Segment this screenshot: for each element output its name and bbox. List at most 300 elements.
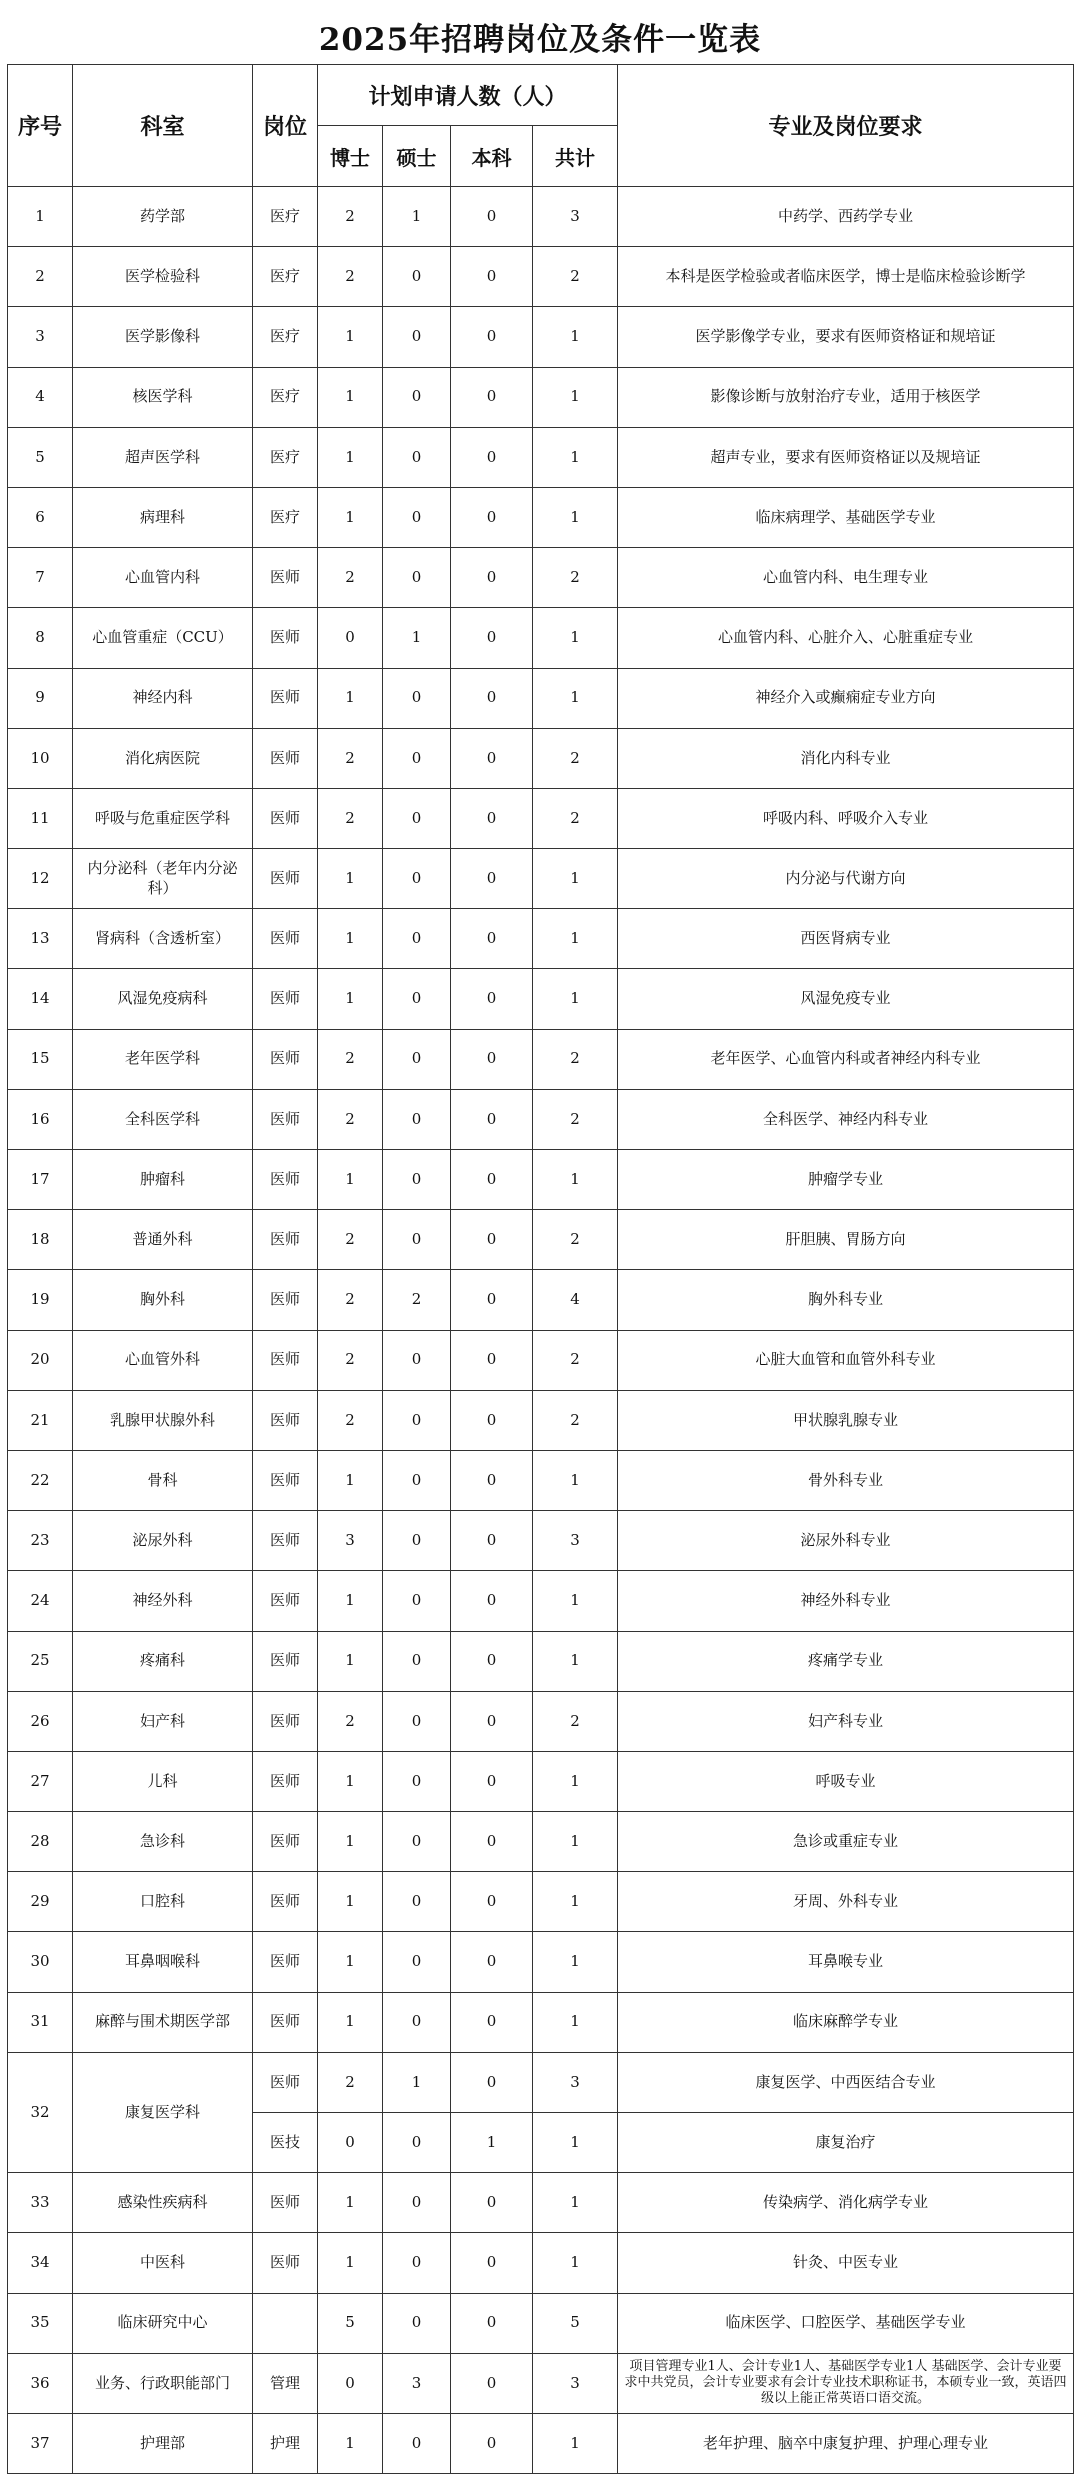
row-requirement: 风湿免疫专业 — [618, 969, 1074, 1029]
row-dept: 医学影像科 — [73, 307, 253, 367]
row-seq: 5 — [8, 427, 73, 487]
header-total: 共计 — [533, 126, 618, 187]
row-bachelor: 0 — [451, 728, 533, 788]
row-post: 医师 — [253, 1450, 318, 1510]
row-seq: 27 — [8, 1751, 73, 1811]
row-phd: 2 — [318, 548, 383, 608]
row-phd: 2 — [318, 2052, 383, 2112]
row-post: 管理 — [253, 2353, 318, 2413]
row-seq: 23 — [8, 1511, 73, 1571]
row-dept: 护理部 — [73, 2413, 253, 2473]
row-bachelor: 0 — [451, 247, 533, 307]
row-requirement: 项目管理专业1人、会计专业1人、基础医学专业1人 基础医学、会计专业要求中共党员，会计专业要求有会计专业技术职称证书，本硕专业一致，英语四级以上能正常英语口语交流。 — [618, 2353, 1074, 2413]
row-requirement: 肝胆胰、胃肠方向 — [618, 1210, 1074, 1270]
row-master: 0 — [383, 1511, 451, 1571]
row-master: 0 — [383, 548, 451, 608]
row-requirement: 临床医学、口腔医学、基础医学专业 — [618, 2293, 1074, 2353]
row-seq: 34 — [8, 2233, 73, 2293]
row-seq: 30 — [8, 1932, 73, 1992]
row-dept: 内分泌科（老年内分泌科） — [73, 849, 253, 909]
row-phd: 1 — [318, 1992, 383, 2052]
row-master: 0 — [383, 427, 451, 487]
row-dept: 神经外科 — [73, 1571, 253, 1631]
row-total: 2 — [533, 1029, 618, 1089]
row-master: 0 — [383, 1631, 451, 1691]
row-post: 医师 — [253, 909, 318, 969]
row-post: 医师 — [253, 1992, 318, 2052]
header-requirement: 专业及岗位要求 — [618, 65, 1074, 187]
row-master: 0 — [383, 1450, 451, 1510]
row-seq: 15 — [8, 1029, 73, 1089]
row-requirement: 本科是医学检验或者临床医学，博士是临床检验诊断学 — [618, 247, 1074, 307]
row-phd: 2 — [318, 1029, 383, 1089]
row-seq: 33 — [8, 2173, 73, 2233]
row-requirement: 神经外科专业 — [618, 1571, 1074, 1631]
row-total: 1 — [533, 1571, 618, 1631]
row-post: 医师 — [253, 728, 318, 788]
row-total: 1 — [533, 2233, 618, 2293]
row-post: 医师 — [253, 1932, 318, 1992]
row-bachelor: 0 — [451, 2353, 533, 2413]
table-row — [8, 307, 1074, 367]
row-post: 医师 — [253, 1210, 318, 1270]
row-phd: 2 — [318, 1089, 383, 1149]
row-requirement: 消化内科专业 — [618, 728, 1074, 788]
row-dept: 胸外科 — [73, 1270, 253, 1330]
row-seq: 13 — [8, 909, 73, 969]
row-requirement: 中药学、西药学专业 — [618, 187, 1074, 247]
row-dept: 老年医学科 — [73, 1029, 253, 1089]
row-phd: 1 — [318, 1450, 383, 1510]
row-requirement: 临床麻醉学专业 — [618, 1992, 1074, 2052]
row-bachelor: 0 — [451, 608, 533, 668]
row-requirement: 临床病理学、基础医学专业 — [618, 487, 1074, 547]
row-dept: 超声医学科 — [73, 427, 253, 487]
row-post: 医师 — [253, 608, 318, 668]
row-total: 1 — [533, 909, 618, 969]
row-phd: 1 — [318, 367, 383, 427]
table-row — [8, 1029, 1074, 1089]
row-dept: 麻醉与围术期医学部 — [73, 1992, 253, 2052]
row-seq: 14 — [8, 969, 73, 1029]
row-dept: 感染性疾病科 — [73, 2173, 253, 2233]
table-row — [8, 788, 1074, 848]
row-requirement: 心脏大血管和血管外科专业 — [618, 1330, 1074, 1390]
row-phd: 1 — [318, 1631, 383, 1691]
row-requirement: 疼痛学专业 — [618, 1631, 1074, 1691]
row-requirement: 传染病学、消化病学专业 — [618, 2173, 1074, 2233]
row-requirement: 内分泌与代谢方向 — [618, 849, 1074, 909]
row-seq: 8 — [8, 608, 73, 668]
row-bachelor: 0 — [451, 1029, 533, 1089]
row-seq: 4 — [8, 367, 73, 427]
row-phd: 1 — [318, 1571, 383, 1631]
row-total: 1 — [533, 1751, 618, 1811]
row-master: 3 — [383, 2353, 451, 2413]
row-total: 2 — [533, 728, 618, 788]
row-phd: 1 — [318, 2233, 383, 2293]
row-phd: 2 — [318, 1330, 383, 1390]
row-master: 0 — [383, 969, 451, 1029]
row-post: 医师 — [253, 1150, 318, 1210]
row-total: 1 — [533, 1812, 618, 1872]
row-master: 0 — [383, 247, 451, 307]
row-seq: 21 — [8, 1390, 73, 1450]
table-row — [8, 1150, 1074, 1210]
row-seq: 12 — [8, 849, 73, 909]
row-master: 1 — [383, 608, 451, 668]
row-post: 医师 — [253, 1571, 318, 1631]
row-phd: 1 — [318, 1812, 383, 1872]
row-post: 医师 — [253, 1390, 318, 1450]
row-seq: 16 — [8, 1089, 73, 1149]
row-master: 0 — [383, 1751, 451, 1811]
row-master: 0 — [383, 1691, 451, 1751]
table-row — [8, 2173, 1074, 2233]
row-master: 0 — [383, 307, 451, 367]
row-bachelor: 0 — [451, 788, 533, 848]
row-bachelor: 1 — [451, 2113, 533, 2173]
row-bachelor: 0 — [451, 1390, 533, 1450]
row-master: 0 — [383, 909, 451, 969]
row-total: 2 — [533, 1330, 618, 1390]
row-post: 医师 — [253, 1872, 318, 1932]
row-dept: 乳腺甲状腺外科 — [73, 1390, 253, 1450]
row-master: 2 — [383, 1270, 451, 1330]
row-master: 0 — [383, 1089, 451, 1149]
row-total: 3 — [533, 2052, 618, 2112]
row-seq: 35 — [8, 2293, 73, 2353]
row-total: 1 — [533, 668, 618, 728]
row-dept: 儿科 — [73, 1751, 253, 1811]
row-dept: 骨科 — [73, 1450, 253, 1510]
row-phd: 1 — [318, 307, 383, 367]
row-dept: 业务、行政职能部门 — [73, 2353, 253, 2413]
table-row — [8, 1089, 1074, 1149]
table-row — [8, 2353, 1074, 2413]
table-row — [8, 1450, 1074, 1510]
row-phd: 2 — [318, 1270, 383, 1330]
row-post: 医师 — [253, 548, 318, 608]
row-master: 0 — [383, 2293, 451, 2353]
row-bachelor: 0 — [451, 2293, 533, 2353]
row-post: 医疗 — [253, 367, 318, 427]
row-seq: 37 — [8, 2413, 73, 2473]
row-post: 医师 — [253, 1631, 318, 1691]
row-requirement: 医学影像学专业，要求有医师资格证和规培证 — [618, 307, 1074, 367]
row-phd: 1 — [318, 2413, 383, 2473]
row-post: 医疗 — [253, 187, 318, 247]
row-requirement: 康复治疗 — [618, 2113, 1074, 2173]
row-dept: 心血管外科 — [73, 1330, 253, 1390]
row-requirement: 针灸、中医专业 — [618, 2233, 1074, 2293]
row-bachelor: 0 — [451, 1571, 533, 1631]
row-seq: 6 — [8, 487, 73, 547]
table-row — [8, 1751, 1074, 1811]
row-bachelor: 0 — [451, 2233, 533, 2293]
row-dept: 药学部 — [73, 187, 253, 247]
row-bachelor: 0 — [451, 1450, 533, 1510]
row-post: 医疗 — [253, 307, 318, 367]
row-master: 0 — [383, 788, 451, 848]
row-total: 1 — [533, 1932, 618, 1992]
row-requirement: 心血管内科、心脏介入、心脏重症专业 — [618, 608, 1074, 668]
row-total: 1 — [533, 487, 618, 547]
row-post: 医疗 — [253, 247, 318, 307]
row-seq: 24 — [8, 1571, 73, 1631]
row-dept: 心血管内科 — [73, 548, 253, 608]
table-row — [8, 427, 1074, 487]
row-master: 0 — [383, 2413, 451, 2473]
row-post: 医技 — [253, 2113, 318, 2173]
row-dept: 肾病科（含透析室） — [73, 909, 253, 969]
row-total: 1 — [533, 1631, 618, 1691]
row-total: 5 — [533, 2293, 618, 2353]
header-bachelor: 本科 — [451, 126, 533, 187]
row-post: 医师 — [253, 668, 318, 728]
row-dept: 全科医学科 — [73, 1089, 253, 1149]
row-phd: 0 — [318, 2113, 383, 2173]
row-total: 2 — [533, 1390, 618, 1450]
row-seq: 25 — [8, 1631, 73, 1691]
row-master: 0 — [383, 1571, 451, 1631]
row-master: 0 — [383, 1992, 451, 2052]
row-bachelor: 0 — [451, 1631, 533, 1691]
row-post: 医师 — [253, 2233, 318, 2293]
row-dept: 呼吸与危重症医学科 — [73, 788, 253, 848]
table-row — [8, 728, 1074, 788]
row-bachelor: 0 — [451, 1511, 533, 1571]
row-dept: 康复医学科 — [73, 2052, 253, 2172]
row-post: 医师 — [253, 849, 318, 909]
row-phd: 1 — [318, 668, 383, 728]
row-total: 1 — [533, 1150, 618, 1210]
row-bachelor: 0 — [451, 1089, 533, 1149]
header-post: 岗位 — [253, 65, 318, 187]
row-master: 0 — [383, 1932, 451, 1992]
row-phd: 2 — [318, 247, 383, 307]
row-master: 1 — [383, 2052, 451, 2112]
row-bachelor: 0 — [451, 1270, 533, 1330]
row-phd: 2 — [318, 187, 383, 247]
row-seq: 17 — [8, 1150, 73, 1210]
row-total: 1 — [533, 427, 618, 487]
row-bachelor: 0 — [451, 849, 533, 909]
row-phd: 1 — [318, 1932, 383, 1992]
row-post: 医师 — [253, 1691, 318, 1751]
row-total: 1 — [533, 608, 618, 668]
row-seq: 1 — [8, 187, 73, 247]
row-requirement: 妇产科专业 — [618, 1691, 1074, 1751]
row-dept: 肿瘤科 — [73, 1150, 253, 1210]
header-dept: 科室 — [73, 65, 253, 187]
row-phd: 1 — [318, 427, 383, 487]
row-requirement: 肿瘤学专业 — [618, 1150, 1074, 1210]
row-bachelor: 0 — [451, 1751, 533, 1811]
table-row — [8, 2413, 1074, 2473]
table-row — [8, 487, 1074, 547]
row-requirement: 呼吸专业 — [618, 1751, 1074, 1811]
row-total: 2 — [533, 548, 618, 608]
row-total: 1 — [533, 1992, 618, 2052]
header-phd: 博士 — [318, 126, 383, 187]
table-row — [8, 849, 1074, 909]
row-requirement: 心血管内科、电生理专业 — [618, 548, 1074, 608]
row-master: 0 — [383, 2233, 451, 2293]
row-phd: 2 — [318, 1691, 383, 1751]
row-total: 2 — [533, 1089, 618, 1149]
row-seq: 36 — [8, 2353, 73, 2413]
row-phd: 2 — [318, 728, 383, 788]
row-dept: 妇产科 — [73, 1691, 253, 1751]
row-bachelor: 0 — [451, 487, 533, 547]
row-total: 2 — [533, 788, 618, 848]
row-phd: 0 — [318, 608, 383, 668]
row-post: 护理 — [253, 2413, 318, 2473]
table-row — [8, 608, 1074, 668]
row-bachelor: 0 — [451, 1330, 533, 1390]
row-dept: 神经内科 — [73, 668, 253, 728]
row-seq: 22 — [8, 1450, 73, 1510]
row-post — [253, 2293, 318, 2353]
row-bachelor: 0 — [451, 2173, 533, 2233]
row-total: 2 — [533, 1691, 618, 1751]
row-bachelor: 0 — [451, 1932, 533, 1992]
row-master: 0 — [383, 2173, 451, 2233]
row-total: 1 — [533, 2413, 618, 2473]
row-phd: 1 — [318, 1872, 383, 1932]
row-bachelor: 0 — [451, 1691, 533, 1751]
header-master: 硕士 — [383, 126, 451, 187]
row-total: 3 — [533, 187, 618, 247]
row-requirement: 牙周、外科专业 — [618, 1872, 1074, 1932]
row-dept: 消化病医院 — [73, 728, 253, 788]
row-phd: 1 — [318, 487, 383, 547]
table-row — [8, 2233, 1074, 2293]
row-bachelor: 0 — [451, 1812, 533, 1872]
row-master: 0 — [383, 728, 451, 788]
table-row — [8, 1270, 1074, 1330]
row-requirement: 神经介入或癫痫症专业方向 — [618, 668, 1074, 728]
row-post: 医师 — [253, 1270, 318, 1330]
row-requirement: 急诊或重症专业 — [618, 1812, 1074, 1872]
row-bachelor: 0 — [451, 668, 533, 728]
row-phd: 5 — [318, 2293, 383, 2353]
row-phd: 1 — [318, 1751, 383, 1811]
row-dept: 心血管重症（CCU） — [73, 608, 253, 668]
row-master: 0 — [383, 1812, 451, 1872]
table-row — [8, 1511, 1074, 1571]
row-total: 1 — [533, 1450, 618, 1510]
row-phd: 2 — [318, 1390, 383, 1450]
table-row — [8, 1210, 1074, 1270]
row-post: 医师 — [253, 1089, 318, 1149]
row-requirement: 老年医学、心血管内科或者神经内科专业 — [618, 1029, 1074, 1089]
table-row — [8, 1932, 1074, 1992]
row-master: 1 — [383, 187, 451, 247]
row-post: 医疗 — [253, 487, 318, 547]
row-post: 医师 — [253, 1511, 318, 1571]
row-post: 医师 — [253, 1330, 318, 1390]
row-requirement: 呼吸内科、呼吸介入专业 — [618, 788, 1074, 848]
row-post: 医师 — [253, 788, 318, 848]
row-seq: 26 — [8, 1691, 73, 1751]
row-master: 0 — [383, 849, 451, 909]
row-phd: 1 — [318, 849, 383, 909]
row-total: 1 — [533, 2173, 618, 2233]
row-requirement: 西医肾病专业 — [618, 909, 1074, 969]
table-row — [8, 2052, 1074, 2112]
row-bachelor: 0 — [451, 187, 533, 247]
table-row — [8, 668, 1074, 728]
table-row — [8, 187, 1074, 247]
row-master: 0 — [383, 668, 451, 728]
row-total: 4 — [533, 1270, 618, 1330]
row-total: 1 — [533, 2113, 618, 2173]
row-post: 医师 — [253, 1812, 318, 1872]
row-dept: 普通外科 — [73, 1210, 253, 1270]
row-requirement: 泌尿外科专业 — [618, 1511, 1074, 1571]
row-bachelor: 0 — [451, 548, 533, 608]
row-bachelor: 0 — [451, 1210, 533, 1270]
table-row — [8, 2293, 1074, 2353]
row-post: 医师 — [253, 1751, 318, 1811]
table-row — [8, 1571, 1074, 1631]
table-row — [8, 1872, 1074, 1932]
row-dept: 口腔科 — [73, 1872, 253, 1932]
row-phd: 1 — [318, 2173, 383, 2233]
row-total: 3 — [533, 2353, 618, 2413]
row-master: 0 — [383, 1150, 451, 1210]
row-master: 0 — [383, 1210, 451, 1270]
row-requirement: 骨外科专业 — [618, 1450, 1074, 1510]
table-row — [8, 247, 1074, 307]
row-requirement: 老年护理、脑卒中康复护理、护理心理专业 — [618, 2413, 1074, 2473]
row-phd: 2 — [318, 788, 383, 848]
row-bachelor: 0 — [451, 367, 533, 427]
row-bachelor: 0 — [451, 1872, 533, 1932]
row-seq: 9 — [8, 668, 73, 728]
row-bachelor: 0 — [451, 2052, 533, 2112]
row-phd: 1 — [318, 909, 383, 969]
row-master: 0 — [383, 367, 451, 427]
row-requirement: 全科医学、神经内科专业 — [618, 1089, 1074, 1149]
row-seq: 3 — [8, 307, 73, 367]
row-total: 2 — [533, 247, 618, 307]
row-master: 0 — [383, 487, 451, 547]
row-dept: 临床研究中心 — [73, 2293, 253, 2353]
row-seq: 19 — [8, 1270, 73, 1330]
row-bachelor: 0 — [451, 969, 533, 1029]
row-requirement: 甲状腺乳腺专业 — [618, 1390, 1074, 1450]
row-phd: 3 — [318, 1511, 383, 1571]
row-post: 医师 — [253, 1029, 318, 1089]
row-requirement: 康复医学、中西医结合专业 — [618, 2052, 1074, 2112]
table-row — [8, 1691, 1074, 1751]
row-seq: 29 — [8, 1872, 73, 1932]
row-bachelor: 0 — [451, 1150, 533, 1210]
row-requirement: 超声专业，要求有医师资格证以及规培证 — [618, 427, 1074, 487]
row-master: 0 — [383, 1029, 451, 1089]
row-bachelor: 0 — [451, 307, 533, 367]
row-phd: 0 — [318, 2353, 383, 2413]
row-seq: 32 — [8, 2052, 73, 2172]
row-master: 0 — [383, 1330, 451, 1390]
row-seq: 2 — [8, 247, 73, 307]
row-dept: 病理科 — [73, 487, 253, 547]
table-row — [8, 1631, 1074, 1691]
row-dept: 耳鼻咽喉科 — [73, 1932, 253, 1992]
